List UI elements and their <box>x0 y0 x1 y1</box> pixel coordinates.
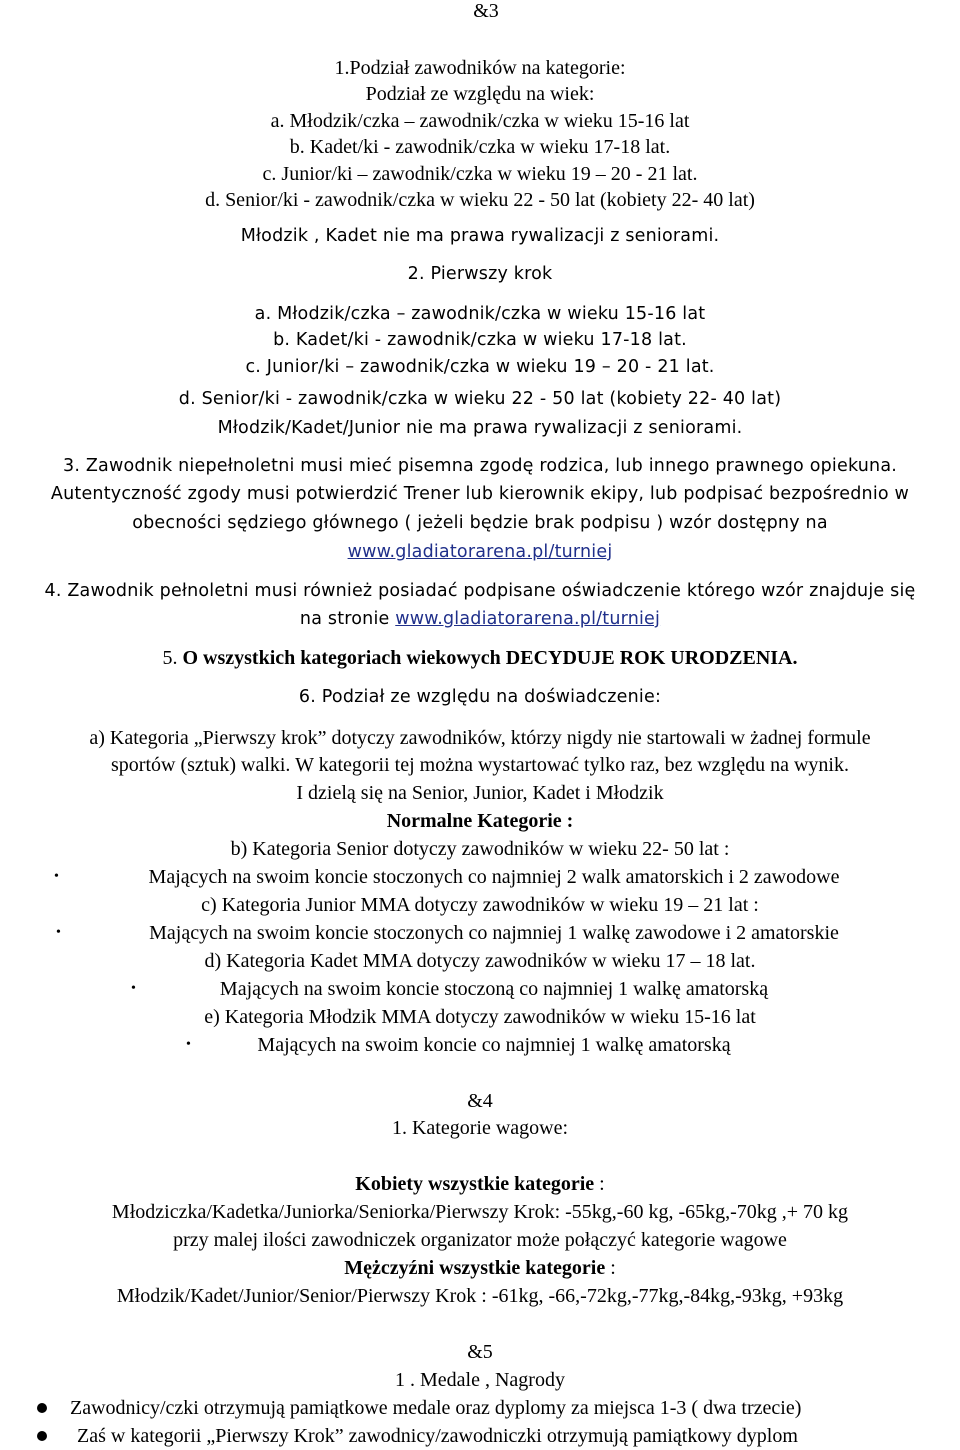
bullet-icon: • <box>54 869 59 884</box>
declaration-form-link[interactable]: www.gladiatorarena.pl/turniej <box>395 609 661 629</box>
document-page: &3 1.Podział zawodników na kategorie: Podział ze względu na wiek: a. Młodzik/czka – zawodnik/czka w wieku 15-16 lat b. Kadet/ki - zawodnik/czka w wieku 17-18 lat. c. Junior/ki – zawodnik/czka w wieku 19 – 20 - 21 lat. d. Senior/ki - zawodnik/czka w wieku 22 - 50 lat (kobiety 22- 40 lat) Młodzik , Kadet nie ma prawa rywalizacji z seniorami. 2. Pierwszy krok a. Młodzik/czka – zawodnik/czka w wieku 15-16 lat b. Kadet/ki - zawodnik/czka w wieku 17-18 lat. c. Junior/ki – zawodnik/czka w wieku 19 – 20 - 21 lat. d. Senior/ki - zawodnik/czka w wieku 22 - 50 lat (kobiety 22- 40 lat) Młodzik/Kadet/Junior nie ma prawa rywalizacji z seniorami. 3. Zawodnik niepełnoletni musi mieć pisemna zgodę rodzica, lub innego prawnego opiekuna. Autentyczność zgody musi potwierdzić Trener lub kierownik ekipy, lub podpisać bezpośrednio w obecności sędziego głównego ( jeżeli będzie brak podpisu ) wzór dostępny na www.gladiatorarena.pl/turniej 4. Zawodnik pełnoletni musi również posiadać podpisane oświadczenie którego wzór znajduje się na stronie www.gladiatorarena.pl/turniej 5. O wszystkich kategoriach wiekowych DECYDUJE ROK URODZENIA. 6. Podział ze względu na doświadczenie: a) Kategoria „Pierwszy krok” dotyczy zawodników, którzy nigdy nie startowali w żadnej formule sportów (sztuk) walki. W kategorii tej można wystartować tylko raz, bez względu na wynik. I dzielą się na Senior, Junior, Kadet i Młodzik Normalne Kategorie : b) Kategoria Senior dotyczy zawodników w wieku 22- 50 lat : • Mających na swoim koncie stoczonych co najmniej 2 walk amatorskich i 2 zawodowe c) Kategoria Junior MMA dotyczy zawodników w wieku 19 – 21 lat : • Mających na swoim koncie stoczonych co najmniej 1 walkę zawodowe i 2 amatorskie d) Kategoria Kadet MMA dotyczy zawodników w wieku 17 – 18 lat. • Mających na swoim koncie stoczoną co najmniej 1 walkę amatorską e) Kategoria Młodzik MMA dotyczy zawodników w wieku 15-16 lat • Mających na swoim koncie co najmniej 1 walkę amatorską &4 1. Kategorie wagowe: Kobiety wszystkie kategorie : Młodziczka/Kadetka/Juniorka/Seniorka/Pierwszy Krok: -55kg,-60 kg, -65kg,-70kg ,+ 70 kg przy malej ilości zawodniczek organizator może połączyć kategorie wagowe Mężczyźni wszystkie kategorie : Młodzik/Kadet/Junior/Senior/Pierwszy Krok : -61kg, -66,-72kg,-77kg,-84kg,-93kg, +93kg &5 1 . Medale , Nagrody Zawodnicy/czki otrzymują pamiątkowe medale oraz dyplomy za miejsca 1-3 ( dwa trzecie) Zaś w kategorii „Pierwszy Krok” zawodnicy/zawodniczki otrzymują pamiątkowy dyplom <box>0 0 960 1450</box>
bullet-icon: • <box>186 1037 191 1052</box>
first-step-desc-line-3: I dzielą się na Senior, Junior, Kadet i Młodzik <box>296 782 664 804</box>
age-division-subtitle: Podział ze względu na wiek: <box>365 83 595 105</box>
section-3-heading: &3 <box>473 0 499 22</box>
junior-category: c) Kategoria Junior MMA dotyczy zawodników w wieku 19 – 21 lat : <box>201 894 759 916</box>
women-weight-note: przy malej ilości zawodniczek organizator może połączyć kategorie wagowe <box>173 1229 787 1251</box>
age-category-d: d. Senior/ki - zawodnik/czka w wieku 22 - 50 lat (kobiety 22- 40 lat) <box>205 189 755 211</box>
age-category-note: Młodzik , Kadet nie ma prawa rywalizacji z seniorami. <box>240 226 720 246</box>
normal-categories-heading: Normalne Kategorie : <box>386 810 574 832</box>
weight-categories-title: 1. Kategorie wagowe: <box>391 1117 569 1139</box>
medals-title: 1 . Medale , Nagrody <box>395 1369 565 1391</box>
first-step-desc-line-1: a) Kategoria „Pierwszy krok” dotyczy zawodników, którzy nigdy nie startowali w żadnej formule <box>89 727 871 749</box>
point-3-line-1: 3. Zawodnik niepełnoletni musi mieć pisemna zgodę rodzica, lub innego prawnego opiekuna. <box>62 456 898 476</box>
bullet-icon: • <box>56 925 61 940</box>
point-4-line-2: na stronie www.gladiatorarena.pl/turniej <box>299 609 661 629</box>
first-step-d: d. Senior/ki - zawodnik/czka w wieku 22 - 50 lat (kobiety 22- 40 lat) <box>178 389 782 409</box>
bullet-icon: • <box>131 981 136 996</box>
point-6-title: 6. Podział ze względu na doświadczenie: <box>298 687 662 707</box>
women-weight-classes: Młodziczka/Kadetka/Juniorka/Seniorka/Pierwszy Krok: -55kg,-60 kg, -65kg,-70kg ,+ 70 kg <box>111 1201 849 1223</box>
point-2-title: 2. Pierwszy krok <box>407 264 553 284</box>
point-3-line-2: Autentyczność zgody musi potwierdzić Trener lub kierownik ekipy, lub podpisać bezpośrednio w <box>50 484 910 504</box>
cadet-category: d) Kategoria Kadet MMA dotyczy zawodników w wieku 17 – 18 lat. <box>204 950 756 972</box>
point-3-line-3: obecności sędziego głównego ( jeżeli będzie brak podpisu ) wzór dostępny na <box>132 513 828 533</box>
point-4-line-1: 4. Zawodnik pełnoletni musi również posiadać podpisane oświadczenie którego wzór znajduje się <box>44 581 916 601</box>
junior-youth-category: e) Kategoria Młodzik MMA dotyczy zawodników w wieku 15-16 lat <box>204 1006 756 1028</box>
age-category-c: c. Junior/ki – zawodnik/czka w wieku 19 – 20 - 21 lat. <box>262 163 698 185</box>
first-step-b: b. Kadet/ki - zawodnik/czka w wieku 17-18 lat. <box>273 330 687 350</box>
men-weight-classes: Młodzik/Kadet/Junior/Senior/Pierwszy Krok : -61kg, -66,-72kg,-77kg,-84kg,-93kg, +93kg <box>116 1285 844 1307</box>
first-step-note: Młodzik/Kadet/Junior nie ma prawa rywalizacji z seniorami. <box>217 418 743 438</box>
women-heading: Kobiety wszystkie kategorie : <box>355 1173 605 1195</box>
section-5-heading: &5 <box>467 1341 493 1363</box>
first-step-c: c. Junior/ki – zawodnik/czka w wieku 19 – 20 - 21 lat. <box>245 357 715 377</box>
bullet-icon <box>37 1431 47 1441</box>
section-4-heading: &4 <box>467 1090 493 1112</box>
men-heading: Mężczyźni wszystkie kategorie : <box>344 1257 616 1279</box>
bullet-icon <box>37 1403 47 1413</box>
age-category-b: b. Kadet/ki - zawodnik/czka w wieku 17-18 lat. <box>289 136 671 158</box>
age-category-a: a. Młodzik/czka – zawodnik/czka w wieku 15-16 lat <box>270 110 690 132</box>
senior-category: b) Kategoria Senior dotyczy zawodników w wieku 22- 50 lat : <box>230 838 730 860</box>
point-5: 5. O wszystkich kategoriach wiekowych DECYDUJE ROK URODZENIA. <box>162 647 798 669</box>
consent-form-link[interactable]: www.gladiatorarena.pl/turniej <box>347 542 613 562</box>
point-1-title: 1.Podział zawodników na kategorie: <box>334 57 626 79</box>
first-step-desc-line-2: sportów (sztuk) walki. W kategorii tej można wystartować tylko raz, bez względu na wynik. <box>111 754 849 776</box>
point-3-link-row <box>0 537 960 566</box>
first-step-a: a. Młodzik/czka – zawodnik/czka w wieku 15-16 lat <box>254 304 706 324</box>
